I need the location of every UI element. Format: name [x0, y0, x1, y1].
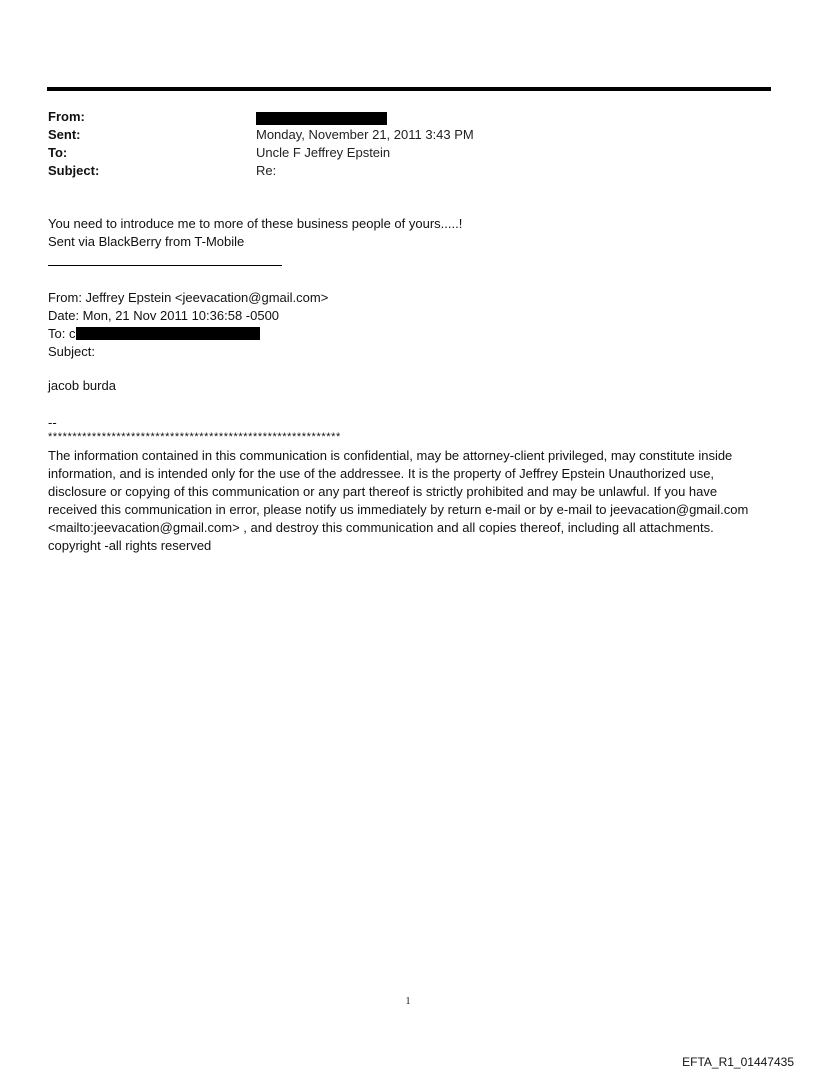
- original-body: jacob burda: [48, 378, 116, 393]
- from-value: [256, 108, 387, 126]
- sent-row: [48, 126, 748, 144]
- subject-value: Re:: [256, 163, 277, 178]
- redaction-box: [76, 327, 260, 340]
- confidentiality-disclaimer: The information contained in this communication is confidential, may be attorney-client privileged, may constitute inside information, and is intended only for the use of the addressee. It is the property of Jeffrey Epstein Unauthorized use, disclosure or copying of this communication or any part thereof is strictly prohibited and may be unlawful. If you have received this communication in error, please notify us immediately by return e-mail or by e-mail to jeevacation@gmail.com <mailto:jeevacation@gmail.com> , and destroy this communication and all copies thereof, including all attachments. copyright -all rights reserved: [48, 448, 749, 553]
- original-date: Date: Mon, 21 Nov 2011 10:36:58 -0500: [48, 308, 280, 323]
- original-from: From: Jeffrey Epstein <jeevacation@gmail.com>: [48, 290, 329, 305]
- reply-signature: Sent via BlackBerry from T-Mobile: [48, 234, 245, 249]
- signature-dashes: --: [48, 415, 57, 430]
- sent-value: Monday, November 21, 2011 3:43 PM: [256, 127, 474, 142]
- page-number: 1: [405, 996, 411, 1007]
- reply-separator: [48, 265, 282, 266]
- from-label: From:: [48, 109, 85, 124]
- reply-text: You need to introduce me to more of these business people of yours.....!: [48, 216, 463, 231]
- original-message-header: [48, 289, 328, 361]
- from-row: [48, 108, 748, 126]
- redaction-box: [256, 112, 387, 125]
- original-subject: Subject:: [48, 344, 95, 359]
- to-label: To:: [48, 145, 68, 160]
- email-header: [48, 108, 748, 180]
- signature-stars: ************************************************************: [48, 431, 341, 443]
- original-to-prefix: To: c: [48, 326, 76, 341]
- to-value: Uncle F Jeffrey Epstein: [256, 145, 391, 160]
- sent-label: Sent:: [48, 127, 81, 142]
- subject-label: Subject:: [48, 163, 100, 178]
- to-row: [48, 144, 748, 162]
- subject-row: [48, 162, 748, 180]
- header-divider: [47, 87, 771, 91]
- document-id: EFTA_R1_01447435: [682, 1055, 794, 1069]
- original-to: [48, 325, 328, 343]
- reply-message: [48, 215, 462, 251]
